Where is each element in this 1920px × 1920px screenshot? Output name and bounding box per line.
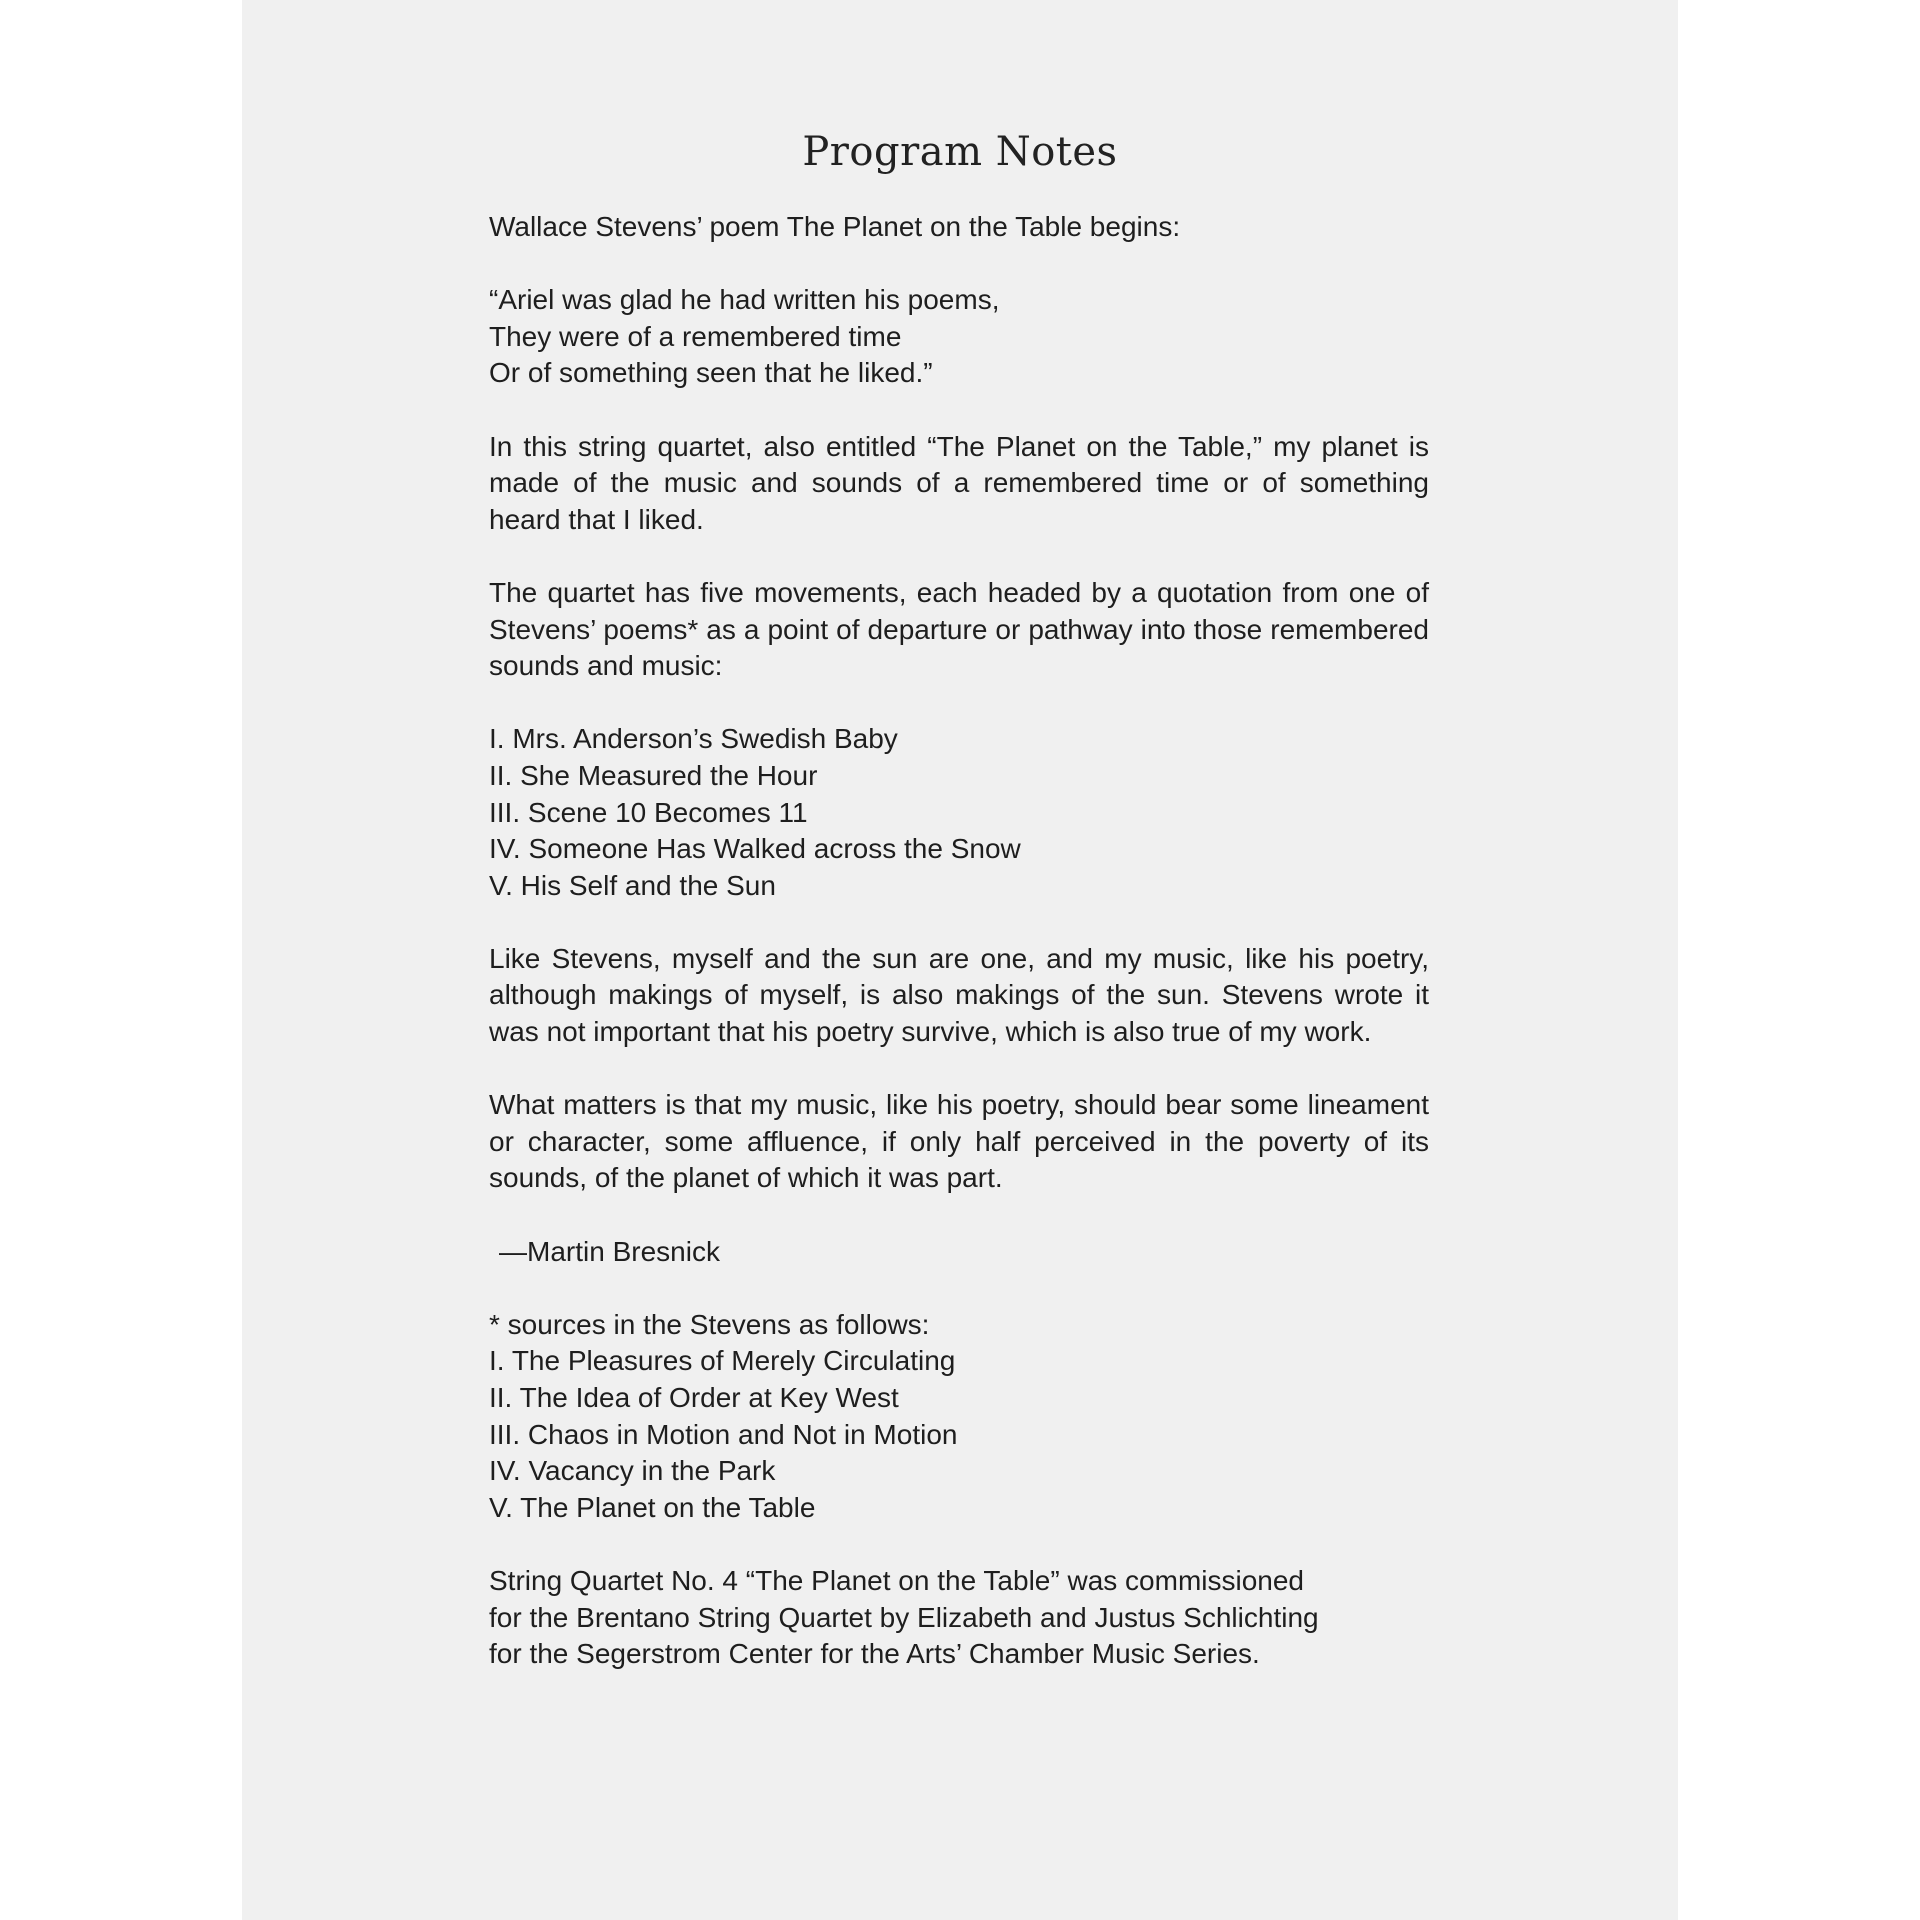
movement-item: I. Mrs. Anderson’s Swedish Baby	[489, 723, 898, 755]
poem-quote	[489, 282, 1429, 392]
commission-line: for the Brentano String Quartet by Elizabeth and Justus Schlichting	[489, 1601, 1319, 1633]
movement-item: III. Scene 10 Becomes 11	[489, 796, 808, 828]
commission-note	[489, 1563, 1429, 1673]
page-title: Program Notes	[802, 129, 1118, 175]
sources-list	[489, 1307, 1429, 1527]
quote-line: They were of a remembered time	[489, 320, 902, 352]
commission-line: for the Segerstrom Center for the Arts’ Chamber Music Series.	[489, 1638, 1260, 1670]
source-item: IV. Vacancy in the Park	[489, 1455, 776, 1487]
movement-list	[489, 721, 1429, 904]
intro-paragraph: Wallace Stevens’ poem The Planet on the Table begins:	[489, 211, 1181, 242]
source-item: V. The Planet on the Table	[489, 1491, 816, 1523]
paragraph-quartet-intro: In this string quartet, also entitled “The Planet on the Table,” my planet is made of the music and sounds of a remembered time or of something heard that I liked.	[489, 430, 1429, 535]
program-notes-body	[489, 209, 1429, 1709]
source-item: I. The Pleasures of Merely Circulating	[489, 1345, 956, 1377]
source-item: III. Chaos in Motion and Not in Motion	[489, 1418, 958, 1450]
quote-line: Or of something seen that he liked.”	[489, 357, 933, 389]
author-signature: —Martin Bresnick	[499, 1235, 720, 1267]
movement-item: II. She Measured the Hour	[489, 759, 818, 791]
paragraph-movements-intro: The quartet has five movements, each headed by a quotation from one of Stevens’ poems* as a point of departure or pathway into those remembered sounds and music:	[489, 576, 1429, 682]
commission-line: String Quartet No. 4 “The Planet on the Table” was commissioned	[489, 1564, 1304, 1596]
sources-heading: * sources in the Stevens as follows:	[489, 1308, 930, 1340]
quote-line: “Ariel was glad he had written his poems,	[489, 284, 1000, 316]
page-sheet	[242, 0, 1678, 1920]
paragraph-what-matters: What matters is that my music, like his poetry, should bear some lineament or character, some affluence, if only half perceived in the poverty of its sounds, of the planet of which it was part.	[489, 1089, 1429, 1194]
source-item: II. The Idea of Order at Key West	[489, 1382, 899, 1413]
paragraph-sun: Like Stevens, myself and the sun are one, and my music, like his poetry, although makings of myself, is also makings of the sun. Stevens wrote it was not important that his poetry survive, which is also true of my work.	[489, 942, 1429, 1048]
movement-item: IV. Someone Has Walked across the Snow	[489, 833, 1021, 865]
movement-item: V. His Self and the Sun	[489, 869, 776, 901]
